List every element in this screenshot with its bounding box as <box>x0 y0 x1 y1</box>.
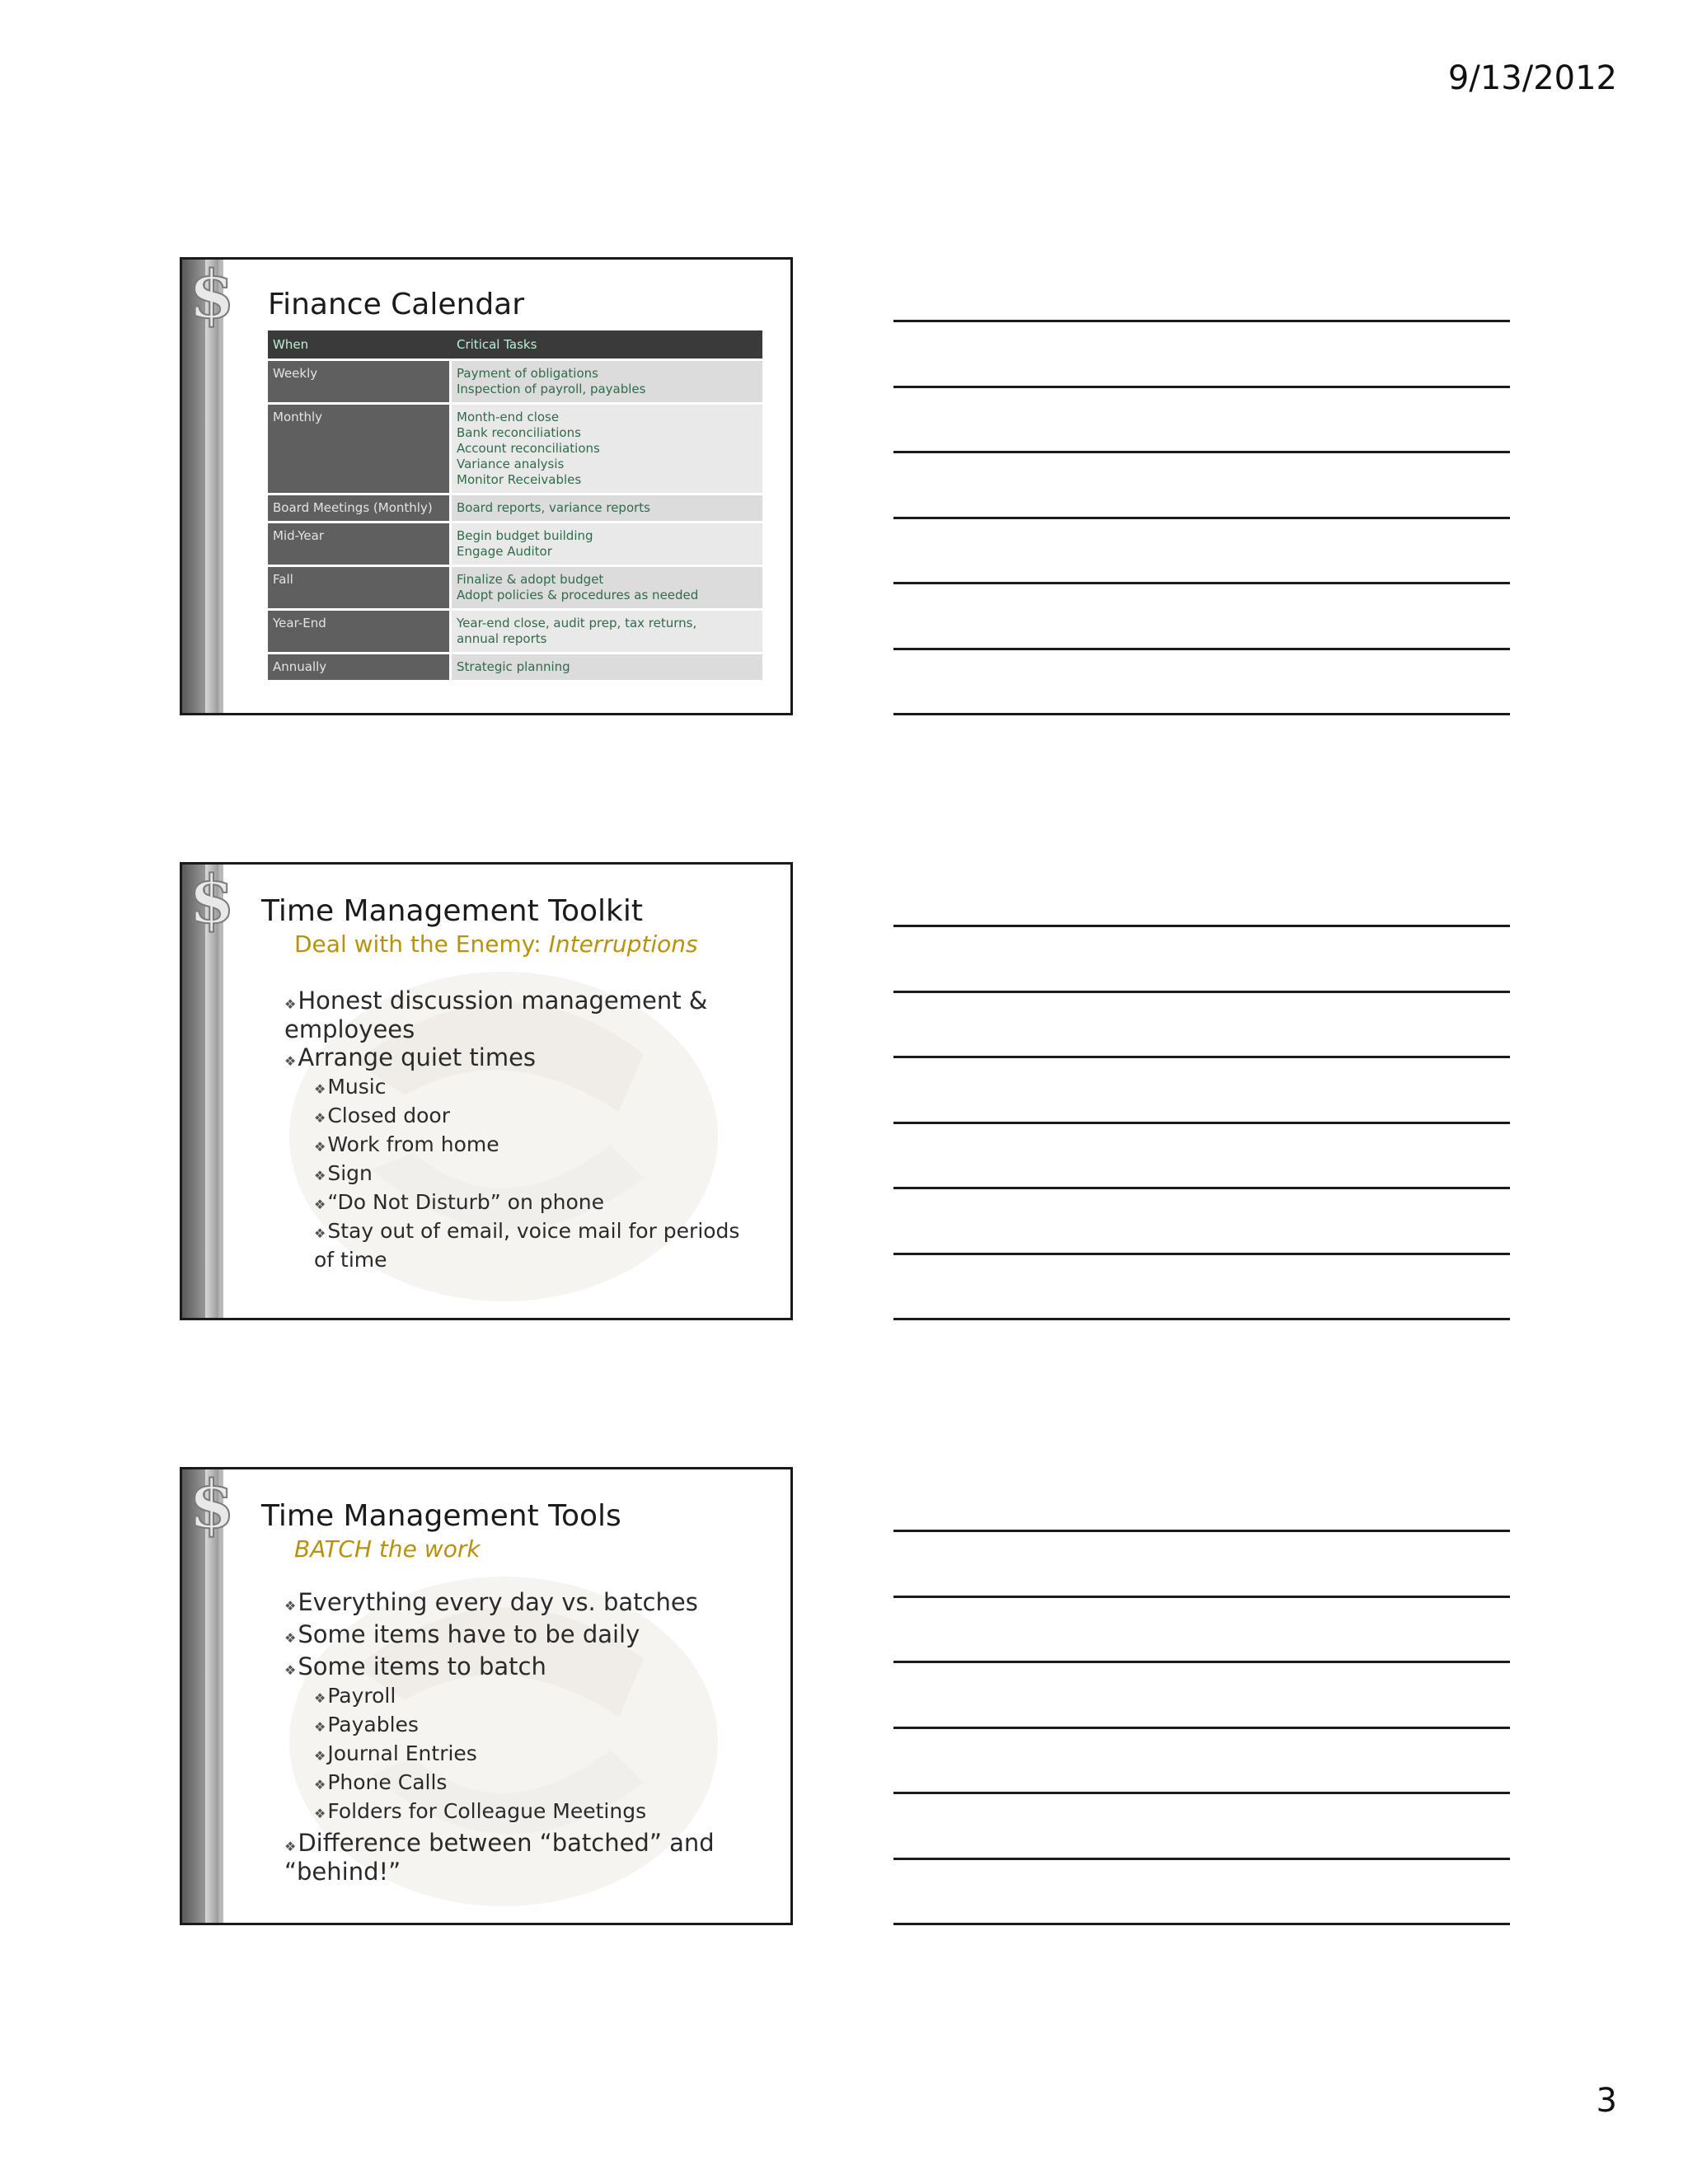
table-header-tasks: Critical Tasks <box>452 330 762 359</box>
note-line <box>893 1792 1510 1794</box>
list-item-text: Work from home <box>327 1132 499 1156</box>
list-item <box>314 1160 746 1189</box>
diamond-bullet-icon: ❖ <box>284 1839 297 1854</box>
table-row <box>268 402 762 493</box>
note-line <box>893 713 1510 715</box>
cell-tasks: Begin budget building Engage Auditor <box>452 521 762 565</box>
slide-title: Time Management Toolkit <box>261 894 644 928</box>
list-item-text: Stay out of email, voice mail for periods of time <box>314 1219 740 1272</box>
slide-time-management-tools <box>180 1467 793 1925</box>
list-item <box>284 1590 746 1619</box>
note-line <box>893 1858 1510 1860</box>
slide-finance-calendar <box>180 257 793 715</box>
svg-text:$: $ <box>189 260 235 333</box>
note-line <box>893 991 1510 993</box>
cell-tasks: Finalize & adopt budget Adopt policies & procedures as needed <box>452 565 762 608</box>
list-item-text: Music <box>327 1075 387 1099</box>
list-item <box>314 1103 746 1132</box>
cell-when: Board Meetings (Monthly) <box>268 493 452 521</box>
slide-title: Finance Calendar <box>268 288 525 321</box>
dollar-sign-icon <box>185 865 243 940</box>
cell-when: Fall <box>268 565 452 608</box>
cell-tasks: Strategic planning <box>452 652 762 680</box>
note-line <box>893 1596 1510 1598</box>
note-line <box>893 1122 1510 1124</box>
diamond-bullet-icon: ❖ <box>314 1139 326 1155</box>
diamond-bullet-icon: ❖ <box>314 1081 326 1097</box>
list-item-text: Phone Calls <box>327 1770 448 1794</box>
dollar-sign-icon <box>185 260 243 335</box>
diamond-bullet-icon: ❖ <box>314 1110 326 1126</box>
note-line <box>893 1253 1510 1255</box>
cell-when: Annually <box>268 652 452 680</box>
list-item <box>314 1074 746 1103</box>
note-line <box>893 517 1510 519</box>
svg-text:$: $ <box>189 865 235 938</box>
subtitle-emphasis: BATCH the work <box>294 1535 481 1563</box>
diamond-bullet-icon: ❖ <box>284 1662 297 1678</box>
table-header-row <box>268 330 762 359</box>
page-date: 9/13/2012 <box>1447 59 1617 97</box>
diamond-bullet-icon: ❖ <box>284 996 297 1012</box>
note-line <box>893 386 1510 388</box>
note-line <box>893 1056 1510 1058</box>
list-item <box>284 1622 746 1651</box>
list-item-text: Some items to batch <box>298 1652 546 1680</box>
note-line <box>893 451 1510 453</box>
diamond-bullet-icon: ❖ <box>284 1630 297 1646</box>
finance-calendar-table <box>268 330 762 680</box>
list-item <box>314 1683 746 1712</box>
cell-when: Monthly <box>268 402 452 493</box>
list-item-text: Payroll <box>327 1684 396 1708</box>
page-number: 3 <box>1596 2082 1617 2120</box>
list-item <box>314 1712 746 1741</box>
table-row <box>268 608 762 652</box>
list-item-text: Payables <box>327 1713 419 1736</box>
list-item <box>314 1132 746 1160</box>
list-item-text: Folders for Colleague Meetings <box>327 1799 647 1823</box>
slide-subtitle <box>294 930 698 958</box>
list-item-text: Everything every day vs. batches <box>298 1588 698 1616</box>
list-item-text: Sign <box>327 1161 373 1185</box>
note-line <box>893 1923 1510 1925</box>
note-line <box>893 582 1510 584</box>
table-row <box>268 521 762 565</box>
list-item <box>314 1741 746 1769</box>
svg-text:$: $ <box>189 1469 235 1543</box>
diamond-bullet-icon: ❖ <box>284 1053 297 1069</box>
list-item-text: Journal Entries <box>327 1741 477 1765</box>
note-line <box>893 925 1510 927</box>
list-item-text: Difference between “batched” and “behind!” <box>284 1829 715 1886</box>
bullet-list <box>284 1586 746 1884</box>
list-item-text: “Do Not Disturb” on phone <box>327 1190 605 1214</box>
diamond-bullet-icon: ❖ <box>314 1197 326 1212</box>
diamond-bullet-icon: ❖ <box>314 1748 326 1764</box>
slide-title: Time Management Tools <box>261 1499 621 1533</box>
list-item <box>284 1830 746 1884</box>
cell-when: Year-End <box>268 608 452 652</box>
note-line <box>893 320 1510 322</box>
diamond-bullet-icon: ❖ <box>314 1777 326 1793</box>
subtitle-emphasis: Interruptions <box>548 930 698 958</box>
dollar-sign-icon <box>185 1469 243 1545</box>
list-item <box>284 1045 746 1074</box>
list-item <box>314 1798 746 1827</box>
slide-subtitle <box>294 1535 481 1563</box>
table-row <box>268 565 762 608</box>
list-item-text: Arrange quiet times <box>298 1043 537 1071</box>
list-item-text: Honest discussion management & employees <box>284 987 708 1043</box>
note-line <box>893 1318 1510 1320</box>
diamond-bullet-icon: ❖ <box>314 1690 326 1706</box>
cell-tasks: Month-end close Bank reconciliations Account reconciliations Variance analysis Monitor Receivables <box>452 402 762 493</box>
list-item <box>284 988 746 1042</box>
diamond-bullet-icon: ❖ <box>314 1168 326 1183</box>
cell-tasks: Payment of obligations Inspection of payroll, payables <box>452 359 762 402</box>
slide-time-management-toolkit <box>180 862 793 1320</box>
list-item <box>314 1189 746 1218</box>
list-item-text: Some items have to be daily <box>298 1620 640 1648</box>
note-line <box>893 1661 1510 1663</box>
table-row <box>268 652 762 680</box>
list-item <box>284 1654 746 1683</box>
list-item <box>314 1769 746 1798</box>
note-line <box>893 1727 1510 1729</box>
table-header-when: When <box>268 330 452 359</box>
subtitle-lead: Deal with the Enemy: <box>294 930 542 958</box>
table-row <box>268 493 762 521</box>
diamond-bullet-icon: ❖ <box>314 1806 326 1821</box>
cell-tasks: Board reports, variance reports <box>452 493 762 521</box>
note-line <box>893 648 1510 650</box>
cell-when: Weekly <box>268 359 452 402</box>
cell-tasks: Year-end close, audit prep, tax returns, annual reports <box>452 608 762 652</box>
note-line <box>893 1530 1510 1532</box>
cell-when: Mid-Year <box>268 521 452 565</box>
diamond-bullet-icon: ❖ <box>314 1226 326 1241</box>
table-row <box>268 359 762 402</box>
note-line <box>893 1187 1510 1189</box>
list-item-text: Closed door <box>327 1104 451 1127</box>
diamond-bullet-icon: ❖ <box>284 1598 297 1614</box>
bullet-list <box>284 985 746 1273</box>
list-item <box>314 1218 746 1273</box>
diamond-bullet-icon: ❖ <box>314 1719 326 1735</box>
